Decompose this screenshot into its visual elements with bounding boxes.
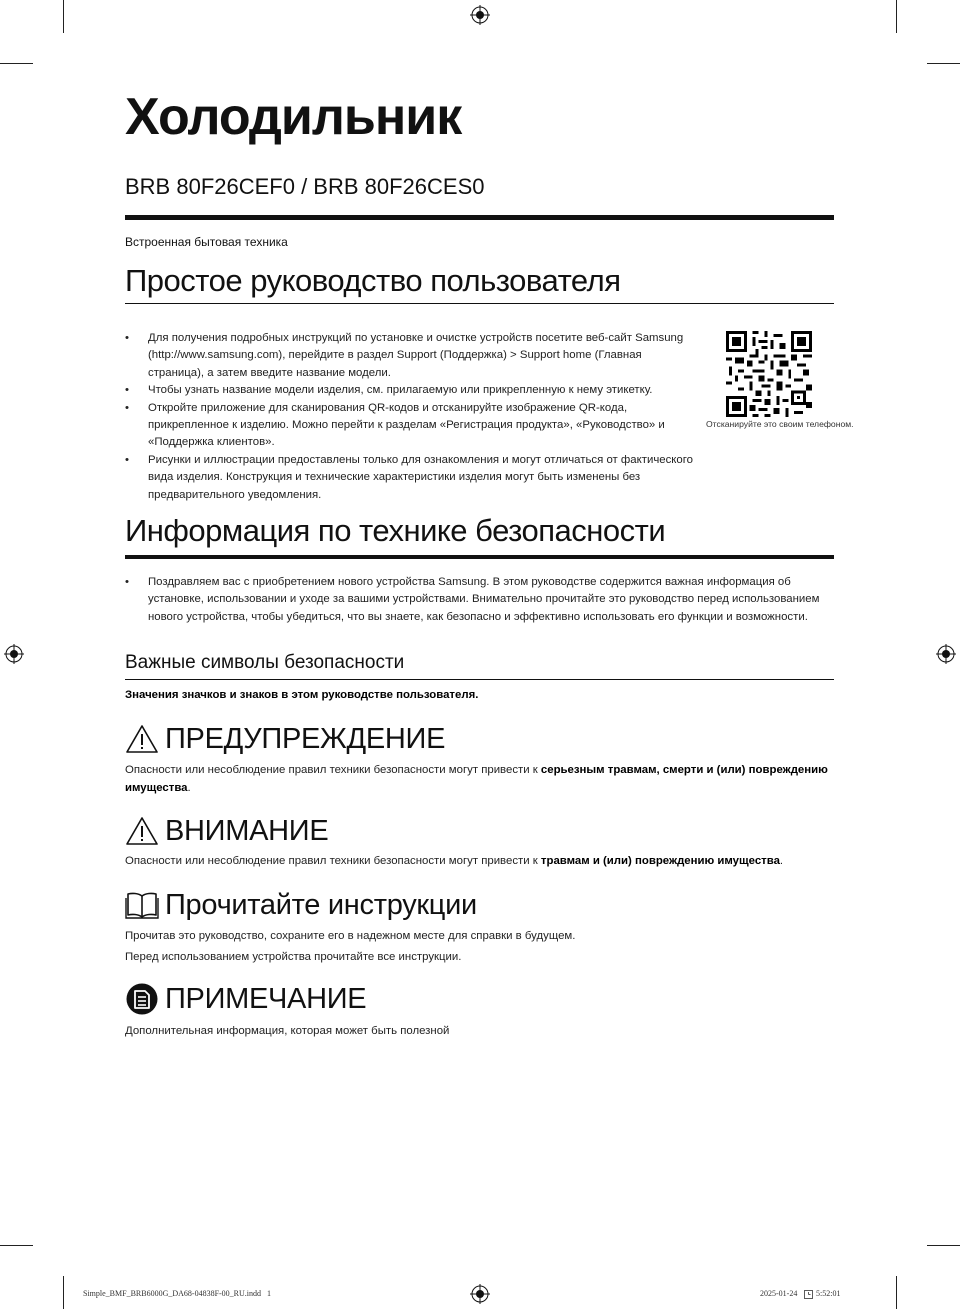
registration-mark-icon xyxy=(936,644,956,664)
caution-heading xyxy=(125,814,328,848)
qr-code-icon xyxy=(726,331,812,417)
list-item: • Чтобы узнать название модели изделия, см. прилагаемую или прикрепленную к нему этикетку. xyxy=(125,382,693,399)
footer-file-info: Simple_BMF_BRB6000G_DA68-04838F-00_RU.indd 1 xyxy=(83,1289,272,1298)
safety-bullet-list xyxy=(125,574,825,626)
caution-label: ВНИМАНИЕ xyxy=(165,815,329,847)
book-icon xyxy=(125,890,159,920)
guide-bullet-list xyxy=(125,330,693,504)
read-instructions-line-1: Прочитав это руководство, сохраните его в надежном месте для справки в будущем. xyxy=(125,930,576,942)
title-divider xyxy=(125,215,834,220)
symbols-divider xyxy=(125,679,834,680)
read-instructions-heading xyxy=(125,888,477,922)
page-title: Холодильник xyxy=(125,88,462,146)
warning-heading xyxy=(125,722,445,756)
note-text: Дополнительная информация, которая может быть полезной xyxy=(125,1025,450,1037)
guide-divider xyxy=(125,303,834,304)
read-instructions-label: Прочитайте инструкции xyxy=(165,889,477,921)
crop-mark xyxy=(896,1276,897,1309)
footer-time: 5:52:01 xyxy=(816,1289,841,1298)
list-item: • Для получения подробных инструкций по установке и очистке устройств посетите веб-сайт Samsung (http://www.samsung.com), перейдите в раздел Support (Поддержка) > Support home (Главная страница), а затем введите название модели. xyxy=(125,330,693,382)
clock-icon xyxy=(804,1290,813,1299)
registration-mark-icon xyxy=(4,644,24,664)
warning-triangle-icon xyxy=(125,816,159,846)
crop-mark xyxy=(0,63,33,64)
symbols-intro: Значения значков и знаков в этом руководстве пользователя. xyxy=(125,689,479,701)
note-icon xyxy=(125,983,159,1015)
read-instructions-line-2: Перед использованием устройства прочитайте все инструкции. xyxy=(125,951,462,963)
symbols-heading: Важные символы безопасности xyxy=(125,652,405,673)
note-heading xyxy=(125,982,366,1016)
crop-mark xyxy=(927,1245,960,1246)
guide-heading: Простое руководство пользователя xyxy=(125,263,621,298)
crop-mark xyxy=(896,0,897,33)
crop-mark xyxy=(63,1276,64,1309)
registration-mark-icon xyxy=(470,1284,490,1304)
note-label: ПРИМЕЧАНИЕ xyxy=(165,983,367,1015)
safety-divider xyxy=(125,555,834,559)
qr-caption: Отсканируйте это своим телефоном. xyxy=(706,419,854,429)
warning-text: Опасности или несоблюдение правил техники безопасности могут привести к серьезным травмам, смерти и (или) повреждению имущества. xyxy=(125,764,828,794)
list-item: • Откройте приложение для сканирования QR-кодов и отсканируйте изображение QR-кода, прикрепленное к изделию. Можно перейти к разделам «Регистрация продукта», «Руководство» и «Поддержка клиентов». xyxy=(125,400,693,452)
registration-mark-icon xyxy=(470,5,490,25)
crop-mark xyxy=(0,1245,33,1246)
warning-triangle-icon xyxy=(125,724,159,754)
caution-text: Опасности или несоблюдение правил техники безопасности могут привести к травмам и (или) повреждению имущества. xyxy=(125,855,784,867)
footer-date: 2025-01-24 xyxy=(760,1289,798,1298)
crop-mark xyxy=(63,0,64,33)
list-item: • Рисунки и иллюстрации предоставлены только для ознакомления и могут отличаться от фактического вида изделия. Конструкция и технические характеристики изделия могут быть изменены без предварительного уведомления. xyxy=(125,452,693,504)
model-numbers: BRB 80F26CEF0 / BRB 80F26CES0 xyxy=(125,174,485,199)
list-item: • Поздравляем вас с приобретением нового устройства Samsung. В этом руководстве содержится важная информация об установке, использовании и уходе за вашими устройствами. Внимательно прочитайте это руководство перед использованием нового устройства, чтобы убедиться, что вы знаете, как безопасно и эффективно использовать его функции и возможности. xyxy=(125,574,825,626)
warning-label: ПРЕДУПРЕЖДЕНИЕ xyxy=(165,723,446,755)
crop-mark xyxy=(927,63,960,64)
safety-heading: Информация по технике безопасности xyxy=(125,513,666,548)
product-category: Встроенная бытовая техника xyxy=(125,235,288,249)
